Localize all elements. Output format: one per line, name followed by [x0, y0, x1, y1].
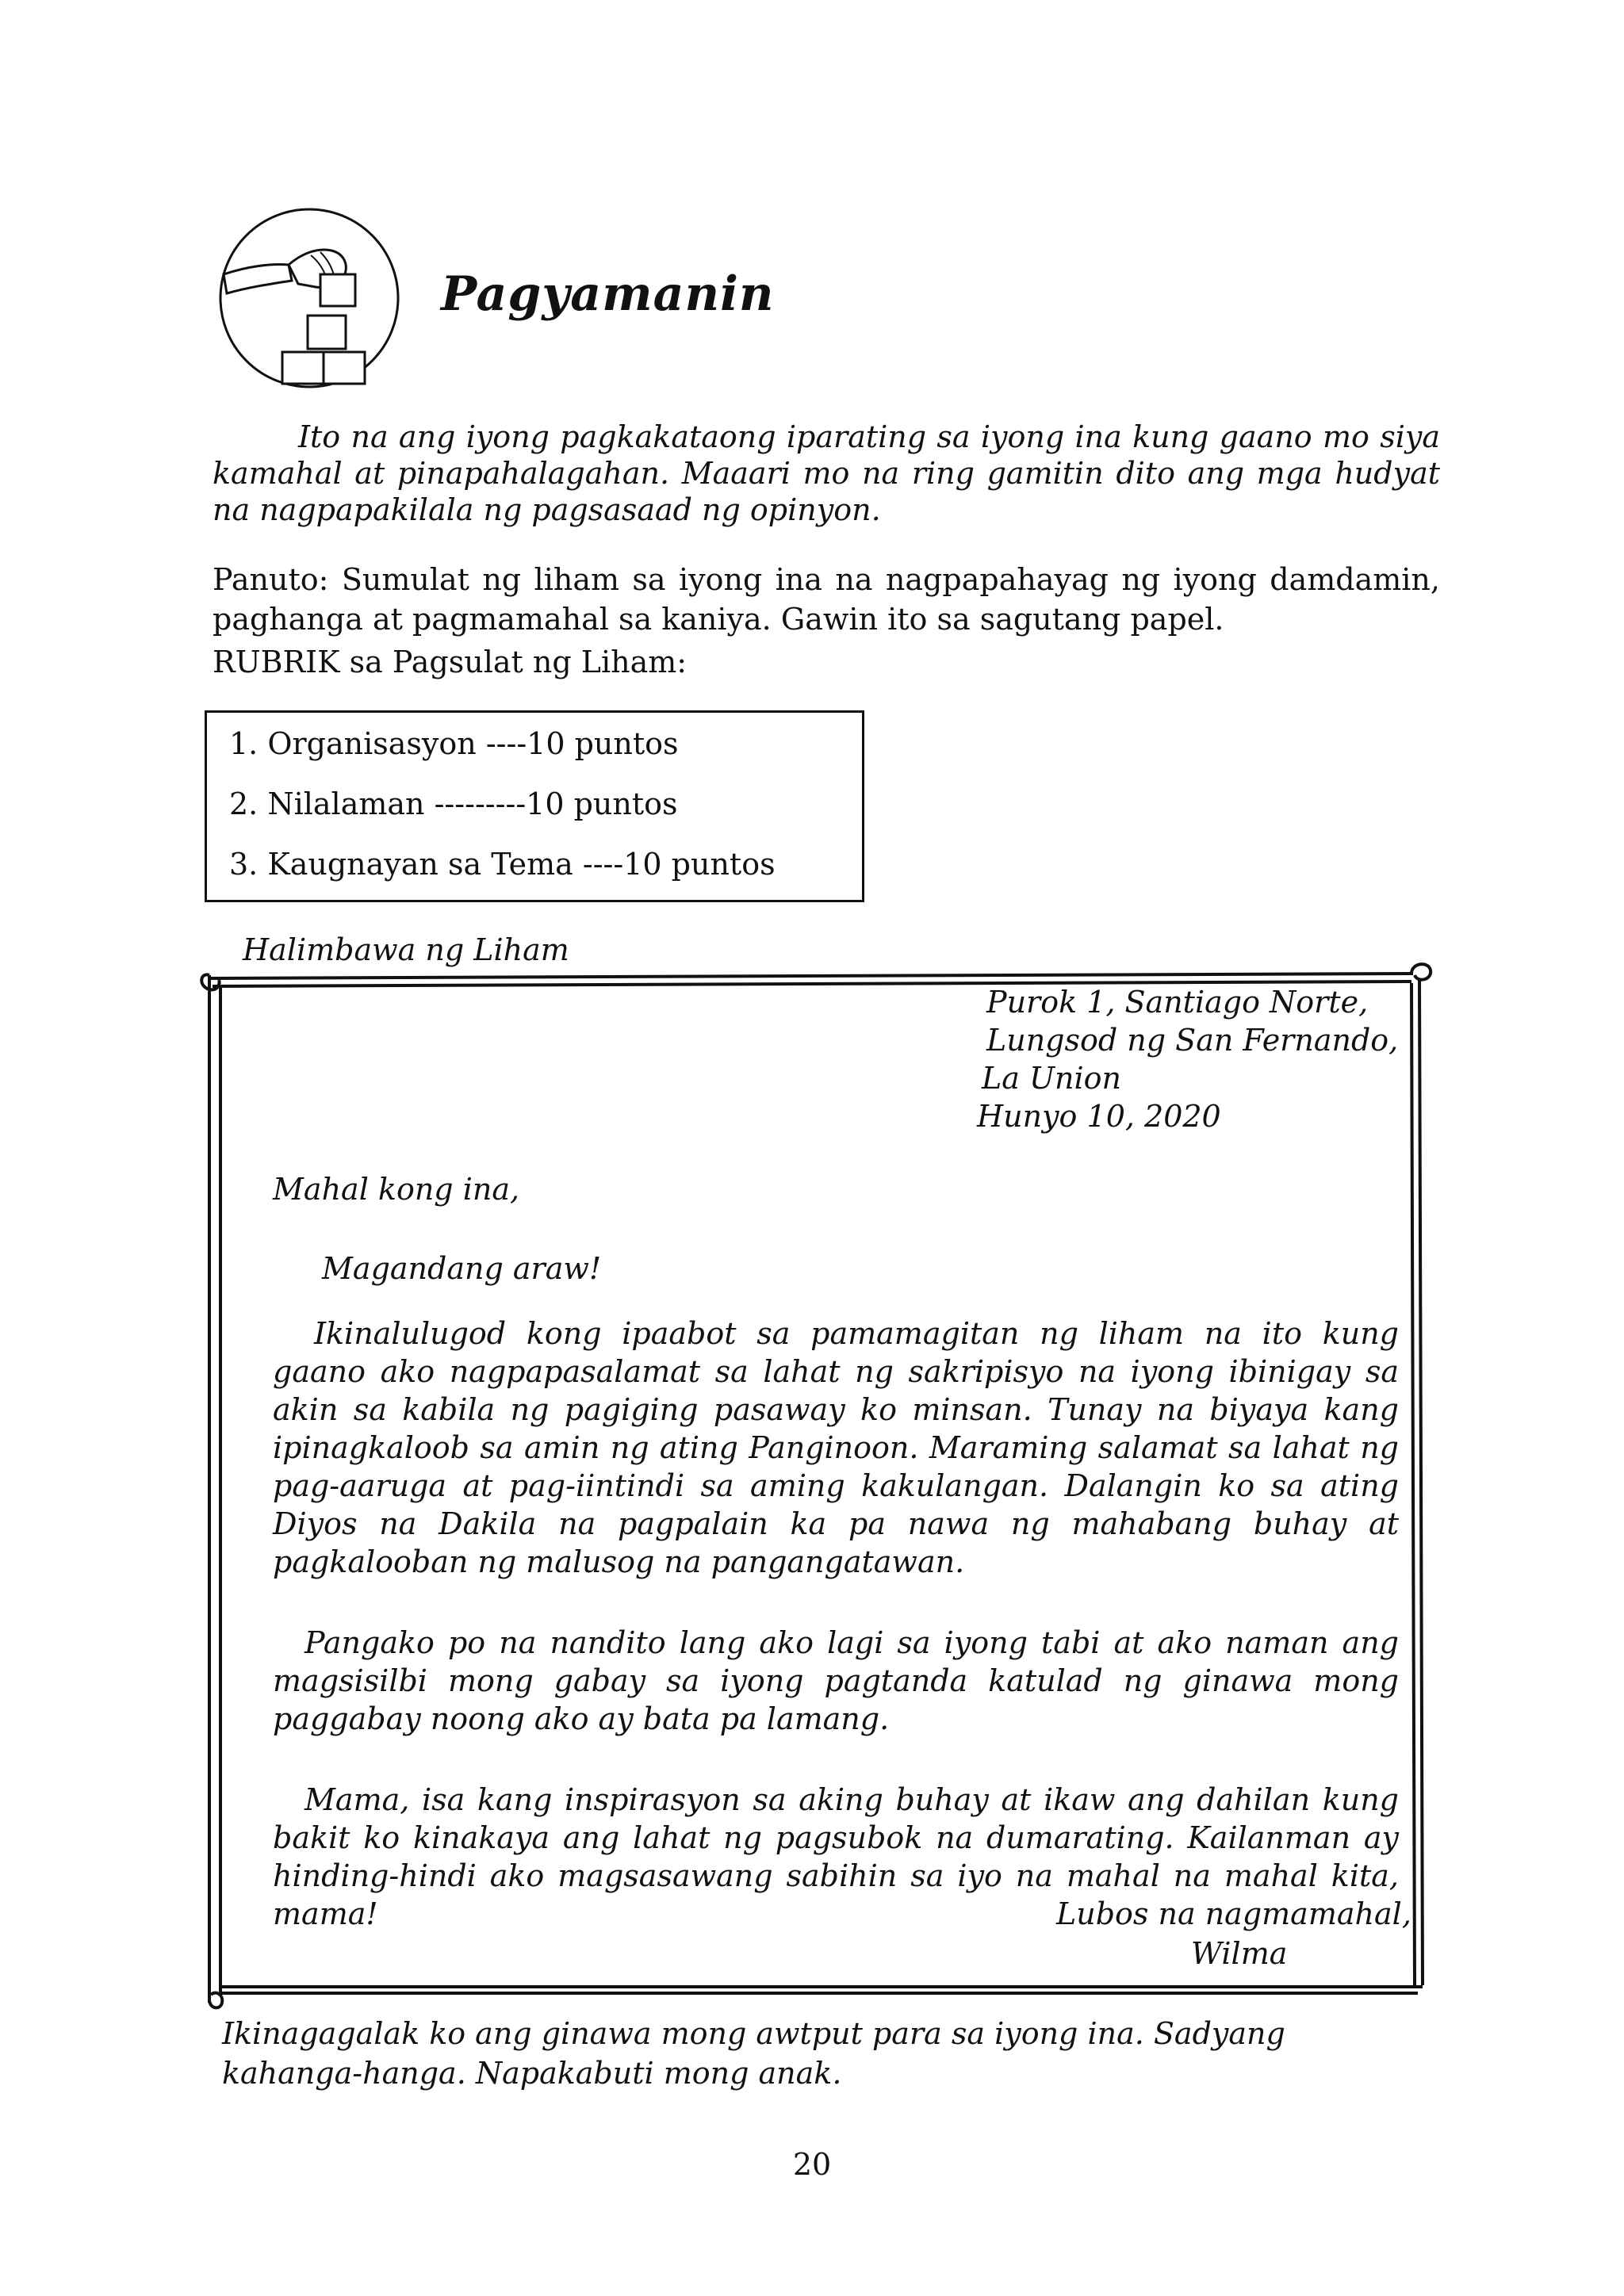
page-number: 20: [792, 2147, 832, 2182]
letter-paragraph: Mama, isa kang inspirasyon sa aking buhay at ikaw ang dahilan kung bakit ko kinakaya ang lahat ng pagsubok na dumarating. Kailanman ay hinding-hindi ako magsasawang sabihin sa iyo na mahal na mahal kita, mama!: [273, 1782, 1399, 1931]
teacher-feedback: Ikinagagalak ko ang ginawa mong awtput para sa iyong ina. Sadyang kahanga-hanga. Napakabuti mong anak.: [222, 2016, 1285, 2091]
instructions-paragraph: Panuto: Sumulat ng liham sa iyong ina na nagpapahayag ng iyong damdamin, paghanga at pagmamahal sa kaniya. Gawin ito sa sagutang papel.: [213, 562, 1440, 637]
hand-stacking-blocks-icon: [216, 198, 406, 396]
intro-paragraph: Ito na ang iyong pagkakataong iparating sa iyong ina kung gaano mo siya kamahal at pinapahalagahan. Maaari mo na ring gamitin dito ang mga hudyat na nagpapakilala ng pagsasaad ng opinyon.: [213, 419, 1440, 527]
rubric-item: 3. Kaugnayan sa Tema ----10 puntos: [229, 847, 776, 882]
rubric-heading: RUBRIK sa Pagsulat ng Liham:: [213, 645, 688, 679]
letter-date: Hunyo 10, 2020: [977, 1099, 1221, 1134]
letter-paragraph: Pangako po na nandito lang ako lagi sa iyong tabi at ako naman ang magsisilbi mong gabay sa iyong pagtanda katulad ng ginawa mong paggabay noong ako ay bata pa lamang.: [273, 1625, 1399, 1736]
rubric-item: 2. Nilalaman ---------10 puntos: [229, 786, 678, 821]
letter-salutation: Mahal kong ina,: [273, 1172, 520, 1207]
sample-letter-label: Halimbawa ng Liham: [243, 932, 569, 967]
section-title: Pagyamanin: [441, 266, 775, 322]
rubric-item: 1. Organisasyon ----10 puntos: [229, 726, 679, 761]
letter-address-line: La Union: [982, 1061, 1121, 1096]
letter-closing: Lubos na nagmamahal,: [1056, 1896, 1411, 1931]
letter-greeting: Magandang araw!: [322, 1251, 602, 1286]
letter-address-line: Lungsod ng San Fernando,: [986, 1023, 1399, 1058]
letter-address-line: Purok 1, Santiago Norte,: [986, 985, 1369, 1020]
letter-paragraph: Ikinalulugod kong ipaabot sa pamamagitan ng liham na ito kung gaano ako nagpapasalamat sa lahat ng sakripisyo na iyong ibinigay sa akin sa kabila ng pagiging pasaway ko minsan. Tunay na biyaya kang ipinagkaloob sa amin ng ating Panginoon. Maraming salamat sa lahat ng pag-aaruga at pag-iintindi sa aming kakulangan. Dalangin ko sa ating Diyos na Dakila na pagpalain ka pa nawa ng mahabang buhay at pagkalooban ng malusog na pangangatawan.: [273, 1316, 1399, 1579]
rubric-box: [205, 710, 864, 902]
letter-signature: Wilma: [1191, 1936, 1288, 1971]
